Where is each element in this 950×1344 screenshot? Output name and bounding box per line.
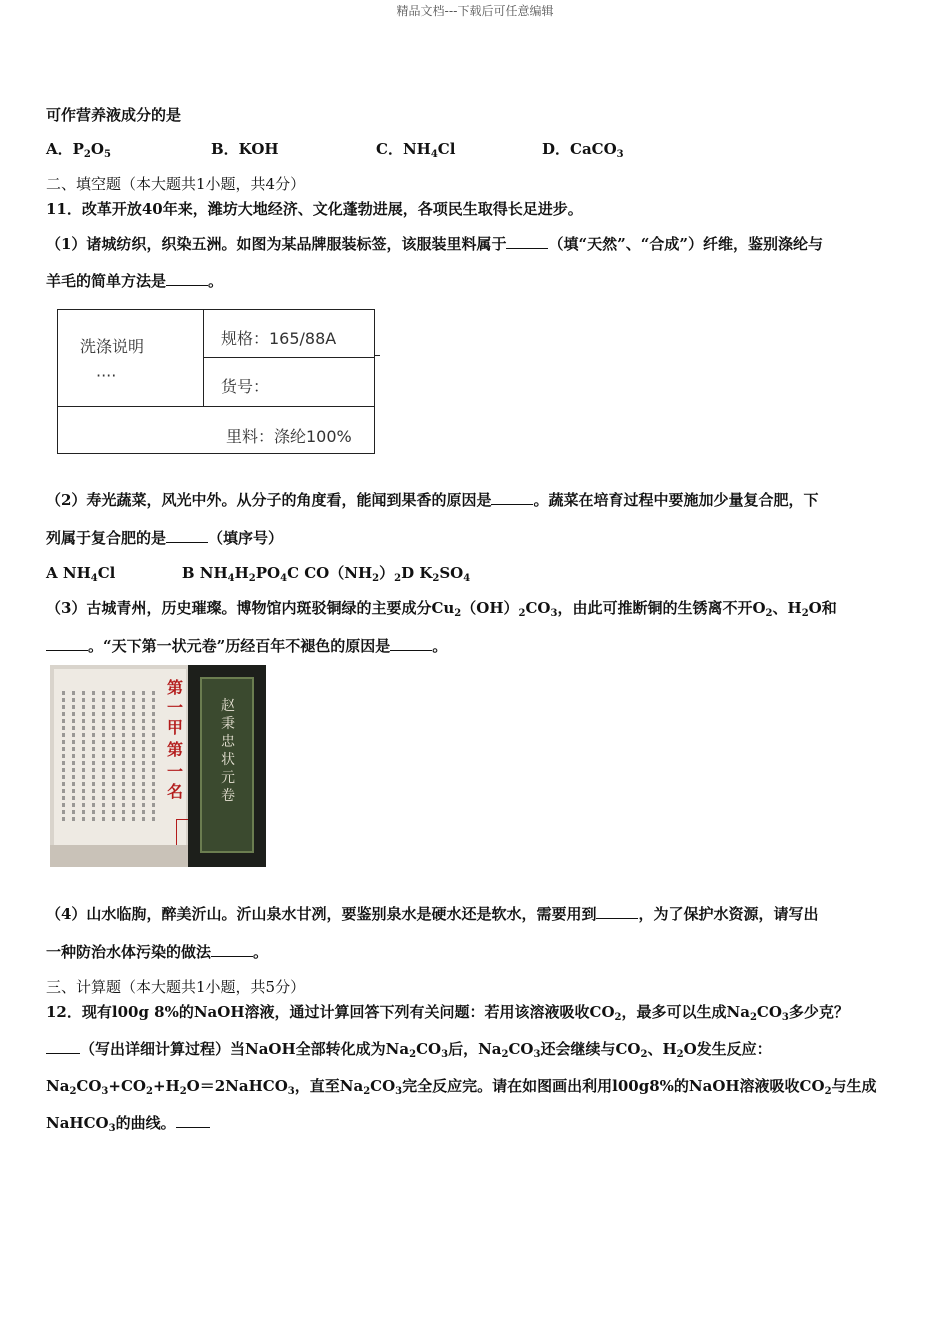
scroll-red-title: 第 一 甲 第 一 名 (166, 678, 183, 801)
q11-part1-line1: （1）诸城纺织，织染五洲。如图为某品牌服装标签，该服装里料属于 （填“天然”、“合成”）纤维，鉴别涤纶与 (46, 235, 823, 253)
q10-option-b: B．KOH (211, 140, 279, 158)
q11-part2-options (46, 562, 470, 583)
q12-line4: NaHCO$_3$的曲线。 (46, 1112, 210, 1133)
answer-blank[interactable] (506, 236, 548, 249)
label-wash-instructions: 洗涤说明 (80, 337, 145, 356)
q11-part3-line2: 。“天下第一状元卷”历经百年不褪色的原因是 。 (46, 635, 447, 656)
q10-stem-end (46, 104, 181, 125)
q12-line1: 12．现有l00g 8%的NaOH溶液，通过计算回答下列有关问题：若用该溶液吸收$CO_2$，最多可以生成$Na_2CO_3$多少克？ (46, 1003, 849, 1023)
q10-option-c: C．$NH_4Cl$ (376, 140, 456, 160)
q12-line2: （写出详细计算过程）当NaOH全部转化成为$Na_2CO_3$后，$Na_2CO_3$还会继续与$CO_2$、$H_2O$发生反应： (46, 1038, 772, 1059)
label-lining: 里料：涤纶100% (226, 427, 352, 446)
answer-blank[interactable] (46, 638, 88, 651)
answer-blank[interactable] (596, 906, 638, 919)
display-case (188, 665, 266, 867)
answer-blank[interactable] (176, 1115, 210, 1128)
p2-option-a: A $NH_4Cl$ (46, 564, 116, 584)
q11-part2-line1: （2）寿光蔬菜，风光中外。从分子的角度看，能闻到果香的原因是 。蔬菜在培育过程中要施加少量复合肥，下 (46, 491, 819, 509)
green-panel (200, 677, 254, 853)
section-3-heading: 三、计算题（本大题共1小题，共5分） (46, 978, 306, 996)
answer-blank[interactable] (390, 638, 432, 651)
q11-part2-line2: 列属于复合肥的是 （填序号） (46, 529, 284, 547)
clothing-label-table (57, 309, 375, 454)
label-item-number: 货号： (221, 377, 270, 396)
q11-part4-line1: （4）山水临朐，醉美沂山。沂山泉水甘冽，要鉴别泉水是硬水还是软水，需要用到 ，为了保护水资源，请写出 (46, 905, 819, 923)
p2-option-bcd: B $NH_4H_2PO_4C$ $CO(NH_2)_2D$ $K_2SO_4$ (181, 564, 471, 584)
scroll-paper (54, 669, 186, 845)
panel-calligraphy: 赵秉忠状元卷 (221, 698, 235, 804)
q11-stem: 11．改革开放40年来，潍坊大地经济、文化蓬勃进展，各项民生取得长足进步。 (46, 200, 583, 218)
section-2-heading: 二、填空题（本大题共1小题，共4分） (46, 175, 306, 193)
q10-option-d: D．CaCO$_3$ (542, 140, 624, 160)
answer-blank[interactable] (166, 530, 208, 543)
q11-part1-line2: 羊毛的简单方法是 。 (46, 272, 224, 290)
label-spec: 规格：165/88A (221, 329, 337, 348)
answer-blank[interactable] (166, 273, 208, 286)
label-dots: ···· (96, 366, 117, 385)
scholar-scroll-photo (50, 665, 266, 867)
q12-line3: $Na_2CO_3+CO_2+H_2O=2NaHCO_3$，直至$Na_2CO_3$完全反应完。请在如图画出利用l00g8%的NaOH溶液吸收$CO_2$与生成 (46, 1077, 877, 1097)
q11-part3-line1: （3）古城青州，历史璀璨。博物馆内斑驳铜绿的主要成分$Cu_2(OH)_2CO_3$，由此可推断铜的生锈离不开$O_2$、$H_2O$和 (46, 599, 837, 619)
scroll-base (50, 845, 190, 867)
page-header: 精品文档---下载后可任意编辑 (396, 4, 554, 18)
q10-stem-text: 可作营养液成分的是 (46, 106, 182, 124)
answer-blank[interactable] (46, 1041, 80, 1054)
q11-part4-line2: 一种防治水体污染的做法 。 (46, 943, 269, 961)
answer-blank[interactable] (491, 492, 533, 505)
q10-option-a: A．$P_2O_5$ (46, 140, 111, 160)
answer-blank[interactable] (211, 944, 253, 957)
